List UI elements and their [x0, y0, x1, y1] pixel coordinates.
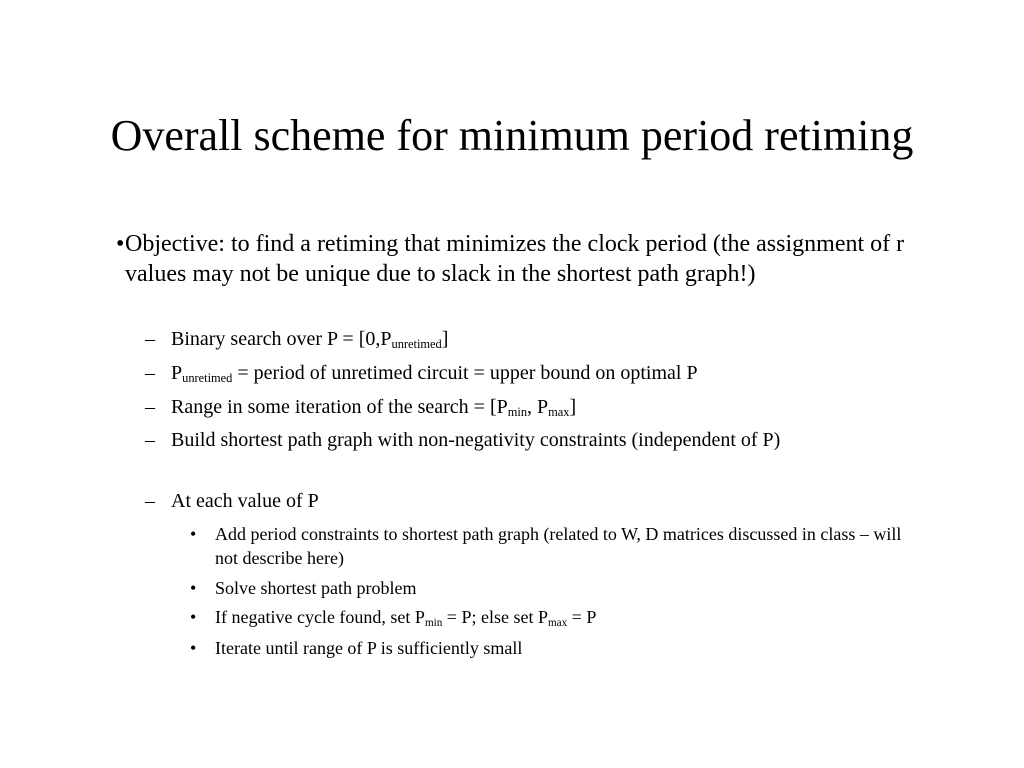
binary-search-text: Binary search over $P = [0,P_{unretimed}]$: [171, 328, 449, 352]
sub-bullet-marker: •: [190, 578, 197, 598]
p-unretimed-text: $P_{unretimed}$ = period of unretimed circuit = upper bound on optimal P: [171, 362, 698, 386]
dash-marker: –: [145, 490, 155, 512]
dash-marker: –: [145, 396, 155, 418]
add-constraints-text: Add period constraints to shortest path graph (related to W, D matrices discussed in class – will not describe here): [215, 524, 902, 568]
build-graph-text: Build shortest path graph with non-negativity constraints (independent of P): [171, 429, 781, 451]
range-text: Range in some iteration of the search = [$P_{min}$, $P_{max}$]: [171, 396, 577, 420]
sub-bullet-marker: •: [190, 607, 197, 627]
sub-bullet-marker: •: [190, 638, 197, 658]
solve-text: Solve shortest path problem: [215, 578, 417, 598]
bullet-marker: •: [116, 231, 125, 257]
dash-marker: –: [145, 362, 155, 384]
negative-cycle-text: If negative cycle found, set $P_{min} = P$; else set $P_{max} = P$: [215, 607, 597, 629]
dash-marker: –: [145, 429, 155, 451]
dash-marker: –: [145, 328, 155, 350]
iterate-text: Iterate until range of P is sufficiently small: [215, 638, 523, 658]
sub-bullet-marker: •: [190, 524, 197, 544]
objective-text: Objective: to find a retiming that minimizes the clock period (the assignment of r values may not be unique due to slack in the shortest path graph!): [125, 231, 905, 287]
each-value-text: At each value of P: [171, 490, 319, 512]
slide-title: Overall scheme for minimum period retiming: [110, 111, 914, 160]
